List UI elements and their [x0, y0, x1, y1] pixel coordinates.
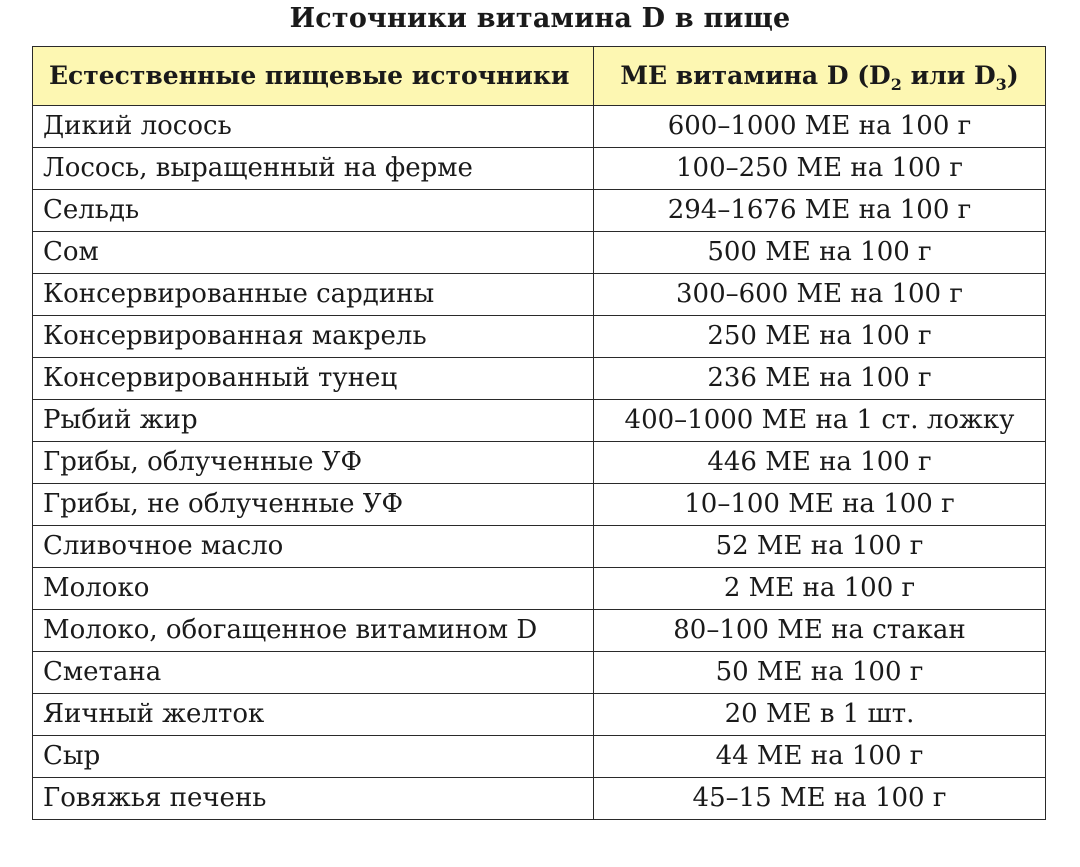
iu-amount-cell: 100–250 МЕ на 100 г: [594, 148, 1046, 190]
table-row: [33, 526, 1046, 568]
table-row: [33, 442, 1046, 484]
table-row: [33, 736, 1046, 778]
iu-amount-cell: 250 МЕ на 100 г: [594, 316, 1046, 358]
table-row: [33, 190, 1046, 232]
vitamin-d-table: [32, 46, 1046, 820]
iu-header-prefix: МЕ витамина D (D: [620, 61, 891, 90]
table-header: [33, 47, 1046, 106]
food-source-cell: Лосось, выращенный на ферме: [33, 148, 594, 190]
iu-amount-cell: 500 МЕ на 100 г: [594, 232, 1046, 274]
table-row: [33, 400, 1046, 442]
table-row: [33, 232, 1046, 274]
iu-amount-cell: 446 МЕ на 100 г: [594, 442, 1046, 484]
table-row: [33, 568, 1046, 610]
iu-header-sub-2: 2: [890, 75, 902, 94]
food-source-cell: Сливочное масло: [33, 526, 594, 568]
food-source-cell: Сом: [33, 232, 594, 274]
table-body: [33, 106, 1046, 820]
table-row: [33, 316, 1046, 358]
column-header-iu-vitamin-d: [594, 47, 1046, 106]
food-source-cell: Говяжья печень: [33, 778, 594, 820]
iu-amount-cell: 44 МЕ на 100 г: [594, 736, 1046, 778]
iu-amount-cell: 45–15 МЕ на 100 г: [594, 778, 1046, 820]
table-row: [33, 148, 1046, 190]
table-row: [33, 778, 1046, 820]
page-title: Источники витамина D в пище: [289, 3, 791, 34]
table-row: [33, 694, 1046, 736]
iu-amount-cell: 2 МЕ на 100 г: [594, 568, 1046, 610]
table-row: [33, 274, 1046, 316]
food-source-cell: Сыр: [33, 736, 594, 778]
iu-amount-cell: 20 МЕ в 1 шт.: [594, 694, 1046, 736]
food-source-cell: Консервированные сардины: [33, 274, 594, 316]
food-source-cell: Яичный желток: [33, 694, 594, 736]
food-source-cell: Дикий лосось: [33, 106, 594, 148]
column-header-food-sources: Естественные пищевые источники: [33, 47, 594, 106]
food-source-cell: Грибы, не облученные УФ: [33, 484, 594, 526]
iu-amount-cell: 294–1676 МЕ на 100 г: [594, 190, 1046, 232]
table-row: [33, 484, 1046, 526]
food-source-cell: Молоко, обогащенное витамином D: [33, 610, 594, 652]
food-source-cell: Рыбий жир: [33, 400, 594, 442]
table-row: [33, 106, 1046, 148]
food-source-cell: Консервированная макрель: [33, 316, 594, 358]
iu-amount-cell: 236 МЕ на 100 г: [594, 358, 1046, 400]
iu-header-sub-3: 3: [995, 75, 1007, 94]
food-source-cell: Молоко: [33, 568, 594, 610]
iu-amount-cell: 400–1000 МЕ на 1 ст. ложку: [594, 400, 1046, 442]
iu-amount-cell: 52 МЕ на 100 г: [594, 526, 1046, 568]
iu-amount-cell: 80–100 МЕ на стакан: [594, 610, 1046, 652]
food-source-cell: Консервированный тунец: [33, 358, 594, 400]
food-source-cell: Сметана: [33, 652, 594, 694]
food-source-cell: Сельдь: [33, 190, 594, 232]
iu-header-suffix: ): [1006, 61, 1019, 90]
table-row: [33, 652, 1046, 694]
iu-amount-cell: 300–600 МЕ на 100 г: [594, 274, 1046, 316]
table-row: [33, 610, 1046, 652]
food-source-cell: Грибы, облученные УФ: [33, 442, 594, 484]
iu-header-middle: или D: [901, 61, 996, 90]
table-header-row: [33, 47, 1046, 106]
iu-amount-cell: 600–1000 МЕ на 100 г: [594, 106, 1046, 148]
iu-amount-cell: 10–100 МЕ на 100 г: [594, 484, 1046, 526]
iu-amount-cell: 50 МЕ на 100 г: [594, 652, 1046, 694]
table-row: [33, 358, 1046, 400]
